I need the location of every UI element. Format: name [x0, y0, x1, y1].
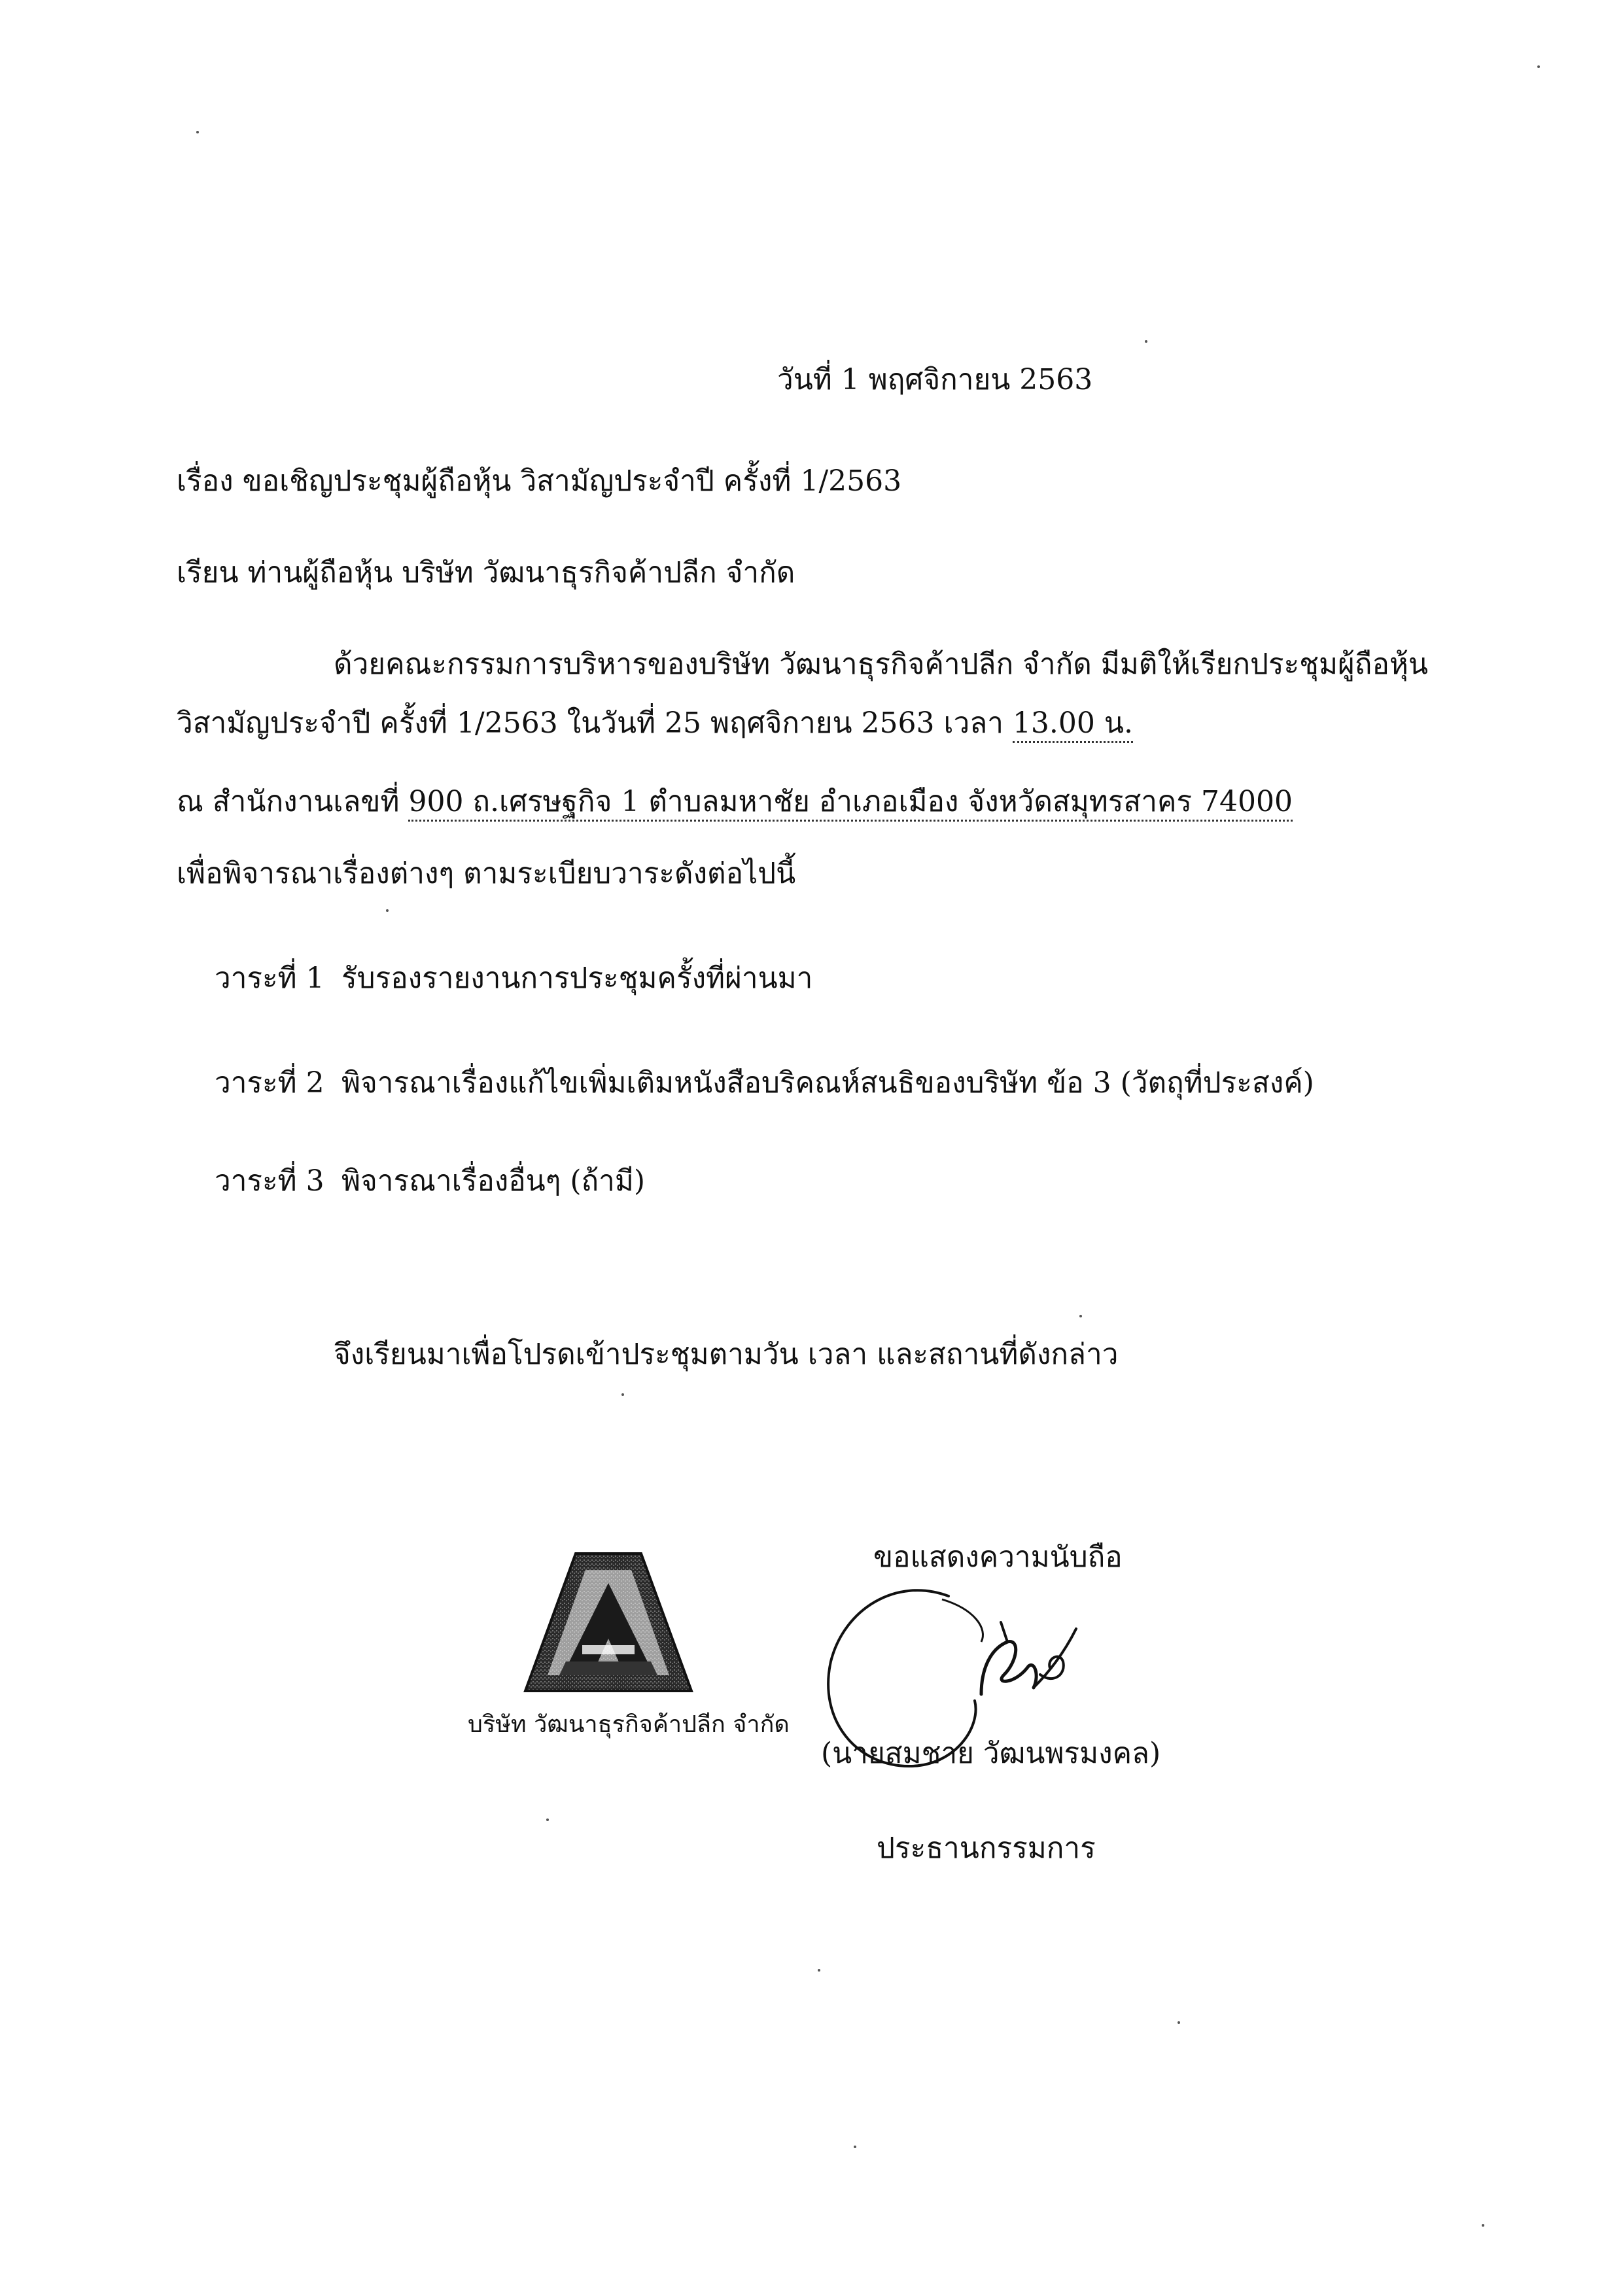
meeting-time: 13.00 น. [1013, 706, 1133, 743]
scan-speck [196, 131, 199, 133]
signer-title: ประธานกรรมการ [877, 1832, 1096, 1865]
body-line-1: ด้วยคณะกรรมการบริหารของบริษัท วัฒนาธุรกิจค้าปลีก จำกัด มีมติให้เรียกประชุมผู้ถือหุ้น [334, 648, 1428, 681]
body-line-2-text: วิสามัญประจำปี ครั้งที่ 1/2563 ในวันที่ 25 พฤศจิกายน 2563 เวลา [177, 706, 1003, 740]
agenda-item-1 [215, 962, 812, 996]
subject-line: เรื่อง ขอเชิญประชุมผู้ถือหุ้น วิสามัญประจำปี ครั้งที่ 1/2563 [177, 464, 902, 498]
agenda-label-3: วาระที่ 3 [215, 1164, 324, 1198]
scan-speck [1079, 1315, 1082, 1317]
agenda-label-1: วาระที่ 1 [215, 962, 324, 995]
body-line-4: เพื่อพิจารณาเรื่องต่างๆ ตามระเบียบวาระดังต่อไปนี้ [177, 857, 796, 890]
regards-line: ขอแสดงความนับถือ [873, 1540, 1123, 1574]
company-logo [520, 1547, 697, 1697]
agenda-text-1: รับรองรายงานการประชุมครั้งที่ผ่านมา [341, 962, 813, 995]
closing-line: จึงเรียนมาเพื่อโปรดเข้าประชุมตามวัน เวลา และสถานที่ดังกล่าว [334, 1338, 1119, 1371]
body-line-2 [177, 706, 1133, 741]
meeting-address: 900 ถ.เศรษฐกิจ 1 ตำบลมหาชัย อำเภอเมือง จังหวัดสมุทรสาคร 74000 [408, 785, 1293, 822]
signer-name: (นายสมชาย วัฒนพรมงคล) [821, 1737, 1161, 1770]
scan-speck [546, 1818, 549, 1821]
scan-speck [854, 2146, 856, 2148]
body-line-3-text: ณ สำนักงานเลขที่ [177, 785, 400, 818]
company-caption: บริษัท วัฒนาธุรกิจค้าปลีก จำกัด [468, 1711, 790, 1738]
agenda-item-2 [215, 1066, 1314, 1101]
scan-speck [818, 1969, 820, 1972]
salutation-line: เรียน ท่านผู้ถือหุ้น บริษัท วัฒนาธุรกิจค้าปลีก จำกัด [177, 556, 795, 589]
scan-speck [1145, 340, 1147, 343]
scan-speck [1178, 2021, 1180, 2024]
body-line-3 [177, 785, 1293, 820]
agenda-text-2: พิจารณาเรื่องแก้ไขเพิ่มเติมหนังสือบริคณห์สนธิของบริษัท ข้อ 3 (วัตถุที่ประสงค์) [341, 1066, 1314, 1100]
scan-speck [1482, 2224, 1484, 2227]
scan-speck [386, 909, 389, 912]
agenda-text-3: พิจารณาเรื่องอื่นๆ (ถ้ามี) [341, 1164, 646, 1198]
agenda-item-3 [215, 1164, 645, 1199]
scan-speck [1537, 65, 1540, 68]
agenda-label-2: วาระที่ 2 [215, 1066, 324, 1100]
date-line: วันที่ 1 พฤศจิกายน 2563 [777, 363, 1093, 396]
scan-speck [621, 1393, 624, 1396]
